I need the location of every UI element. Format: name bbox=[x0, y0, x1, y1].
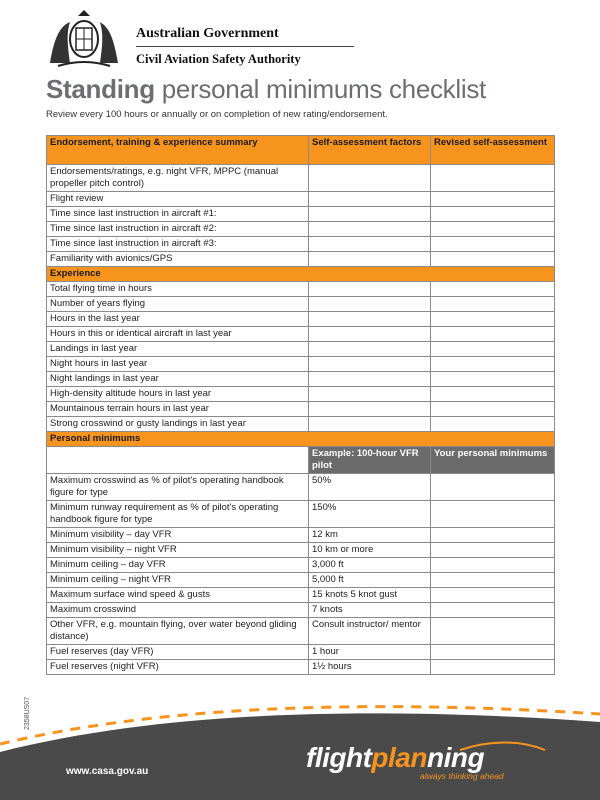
self-assessment-cell[interactable] bbox=[309, 357, 431, 372]
revised-cell[interactable] bbox=[431, 327, 555, 342]
row-label: Strong crosswind or gusty landings in last year bbox=[47, 417, 309, 432]
self-assessment-cell[interactable] bbox=[309, 297, 431, 312]
row-label: Mountainous terrain hours in last year bbox=[47, 402, 309, 417]
row-label: Minimum visibility – day VFR bbox=[47, 528, 309, 543]
row-label: Landings in last year bbox=[47, 342, 309, 357]
row-label: Total flying time in hours bbox=[47, 282, 309, 297]
your-minimum-cell[interactable] bbox=[431, 558, 555, 573]
footer-url[interactable]: www.casa.gov.au bbox=[66, 766, 149, 777]
table-row bbox=[47, 474, 555, 501]
revised-cell[interactable] bbox=[431, 252, 555, 267]
your-minimum-cell[interactable] bbox=[431, 618, 555, 645]
your-minimum-cell[interactable] bbox=[431, 645, 555, 660]
self-assessment-cell[interactable] bbox=[309, 417, 431, 432]
self-assessment-cell[interactable] bbox=[309, 312, 431, 327]
example-value: 1½ hours bbox=[309, 660, 431, 675]
revised-cell[interactable] bbox=[431, 357, 555, 372]
row-label: Hours in this or identical aircraft in last year bbox=[47, 327, 309, 342]
table-row bbox=[47, 528, 555, 543]
table-row bbox=[47, 297, 555, 312]
your-minimum-cell[interactable] bbox=[431, 474, 555, 501]
example-value: 1 hour bbox=[309, 645, 431, 660]
table-row bbox=[47, 543, 555, 558]
example-value: 150% bbox=[309, 501, 431, 528]
table-row bbox=[47, 417, 555, 432]
row-label: Maximum crosswind as % of pilot's operating handbook figure for type bbox=[47, 474, 309, 501]
table-row bbox=[47, 207, 555, 222]
subtitle: Review every 100 hours or annually or on completion of new rating/endorsement. bbox=[46, 109, 388, 120]
self-assessment-cell[interactable] bbox=[309, 165, 431, 192]
table-row bbox=[47, 342, 555, 357]
coat-of-arms-icon bbox=[40, 8, 128, 70]
row-label: Endorsements/ratings, e.g. night VFR, MPPC (manual propeller pitch control) bbox=[47, 165, 309, 192]
row-label: Night hours in last year bbox=[47, 357, 309, 372]
revised-cell[interactable] bbox=[431, 402, 555, 417]
table-row bbox=[47, 588, 555, 603]
table-row bbox=[47, 165, 555, 192]
example-value: 12 km bbox=[309, 528, 431, 543]
row-label: Time since last instruction in aircraft #3: bbox=[47, 237, 309, 252]
your-minimum-cell[interactable] bbox=[431, 660, 555, 675]
row-label: Hours in the last year bbox=[47, 312, 309, 327]
row-label: Maximum surface wind speed & gusts bbox=[47, 588, 309, 603]
logo-part-flight: flight bbox=[306, 742, 372, 773]
header-divider bbox=[136, 46, 354, 47]
header-revised: Revised self-assessment bbox=[431, 136, 555, 165]
table-row bbox=[47, 222, 555, 237]
row-label: High-density altitude hours in last year bbox=[47, 387, 309, 402]
example-value: 7 knots bbox=[309, 603, 431, 618]
row-label: Minimum runway requirement as % of pilot's operating handbook figure for type bbox=[47, 501, 309, 528]
self-assessment-cell[interactable] bbox=[309, 372, 431, 387]
side-code: 2358US07 bbox=[24, 696, 31, 730]
self-assessment-cell[interactable] bbox=[309, 237, 431, 252]
row-label: Fuel reserves (night VFR) bbox=[47, 660, 309, 675]
self-assessment-cell[interactable] bbox=[309, 222, 431, 237]
page-title bbox=[46, 74, 486, 105]
row-label: Fuel reserves (day VFR) bbox=[47, 645, 309, 660]
your-minimum-cell[interactable] bbox=[431, 573, 555, 588]
section-title: Experience bbox=[47, 267, 555, 282]
row-label: Flight review bbox=[47, 192, 309, 207]
minimums-subheader-row bbox=[47, 447, 555, 474]
self-assessment-cell[interactable] bbox=[309, 387, 431, 402]
header-summary: Endorsement, training & experience summary bbox=[47, 136, 309, 165]
example-value: Consult instructor/ mentor bbox=[309, 618, 431, 645]
example-value: 5,000 ft bbox=[309, 573, 431, 588]
revised-cell[interactable] bbox=[431, 207, 555, 222]
row-label: Number of years flying bbox=[47, 297, 309, 312]
subheader-blank bbox=[47, 447, 309, 474]
title-bold: Standing bbox=[46, 74, 155, 104]
table-row bbox=[47, 192, 555, 207]
row-label: Other VFR, e.g. mountain flying, over water beyond gliding distance) bbox=[47, 618, 309, 645]
revised-cell[interactable] bbox=[431, 312, 555, 327]
table-row bbox=[47, 387, 555, 402]
example-value: 10 km or more bbox=[309, 543, 431, 558]
subheader-your-minimums: Your personal minimums bbox=[431, 447, 555, 474]
row-label: Minimum ceiling – night VFR bbox=[47, 573, 309, 588]
revised-cell[interactable] bbox=[431, 342, 555, 357]
table-row bbox=[47, 327, 555, 342]
table-row bbox=[47, 237, 555, 252]
revised-cell[interactable] bbox=[431, 237, 555, 252]
row-label: Familiarity with avionics/GPS bbox=[47, 252, 309, 267]
row-label: Time since last instruction in aircraft #1: bbox=[47, 207, 309, 222]
revised-cell[interactable] bbox=[431, 222, 555, 237]
subheader-example: Example: 100-hour VFR pilot bbox=[309, 447, 431, 474]
self-assessment-cell[interactable] bbox=[309, 207, 431, 222]
revised-cell[interactable] bbox=[431, 297, 555, 312]
revised-cell[interactable] bbox=[431, 387, 555, 402]
gov-name: Australian Government bbox=[136, 26, 279, 41]
table-row bbox=[47, 252, 555, 267]
self-assessment-cell[interactable] bbox=[309, 402, 431, 417]
title-rest: personal minimums checklist bbox=[154, 74, 486, 104]
revised-cell[interactable] bbox=[431, 372, 555, 387]
revised-cell[interactable] bbox=[431, 192, 555, 207]
revised-cell[interactable] bbox=[431, 282, 555, 297]
table-row bbox=[47, 372, 555, 387]
revised-cell[interactable] bbox=[431, 165, 555, 192]
table-row bbox=[47, 402, 555, 417]
government-header bbox=[40, 8, 340, 70]
section-title: Personal minimums bbox=[47, 432, 555, 447]
your-minimum-cell[interactable] bbox=[431, 543, 555, 558]
self-assessment-cell[interactable] bbox=[309, 327, 431, 342]
checklist-table bbox=[46, 135, 555, 675]
footer-band bbox=[0, 704, 600, 800]
row-label: Time since last instruction in aircraft #2: bbox=[47, 222, 309, 237]
self-assessment-cell[interactable] bbox=[309, 252, 431, 267]
row-label: Maximum crosswind bbox=[47, 603, 309, 618]
self-assessment-cell[interactable] bbox=[309, 282, 431, 297]
table-row bbox=[47, 645, 555, 660]
logo-part-plan: plan bbox=[371, 742, 427, 773]
table-row bbox=[47, 618, 555, 645]
row-label: Minimum ceiling – day VFR bbox=[47, 558, 309, 573]
your-minimum-cell[interactable] bbox=[431, 528, 555, 543]
example-value: 15 knots 5 knot gust bbox=[309, 588, 431, 603]
table-row bbox=[47, 282, 555, 297]
table-row bbox=[47, 603, 555, 618]
table-row bbox=[47, 357, 555, 372]
section-experience-row bbox=[47, 267, 555, 282]
your-minimum-cell[interactable] bbox=[431, 588, 555, 603]
header-self-assessment: Self-assessment factors bbox=[309, 136, 431, 165]
section-personal-minimums-row bbox=[47, 432, 555, 447]
table-row bbox=[47, 312, 555, 327]
your-minimum-cell[interactable] bbox=[431, 501, 555, 528]
self-assessment-cell[interactable] bbox=[309, 342, 431, 357]
self-assessment-cell[interactable] bbox=[309, 192, 431, 207]
agency-name: Civil Aviation Safety Authority bbox=[136, 52, 301, 66]
example-value: 50% bbox=[309, 474, 431, 501]
logo-part-ning: ning bbox=[426, 742, 485, 773]
logo-tagline: always thinking ahead bbox=[420, 771, 504, 781]
your-minimum-cell[interactable] bbox=[431, 603, 555, 618]
revised-cell[interactable] bbox=[431, 417, 555, 432]
table-header-row bbox=[47, 136, 555, 165]
table-row bbox=[47, 501, 555, 528]
table-row bbox=[47, 660, 555, 675]
table-row bbox=[47, 558, 555, 573]
example-value: 3,000 ft bbox=[309, 558, 431, 573]
row-label: Night landings in last year bbox=[47, 372, 309, 387]
row-label: Minimum visibility – night VFR bbox=[47, 543, 309, 558]
table-row bbox=[47, 573, 555, 588]
flightplanning-logo bbox=[306, 742, 484, 774]
